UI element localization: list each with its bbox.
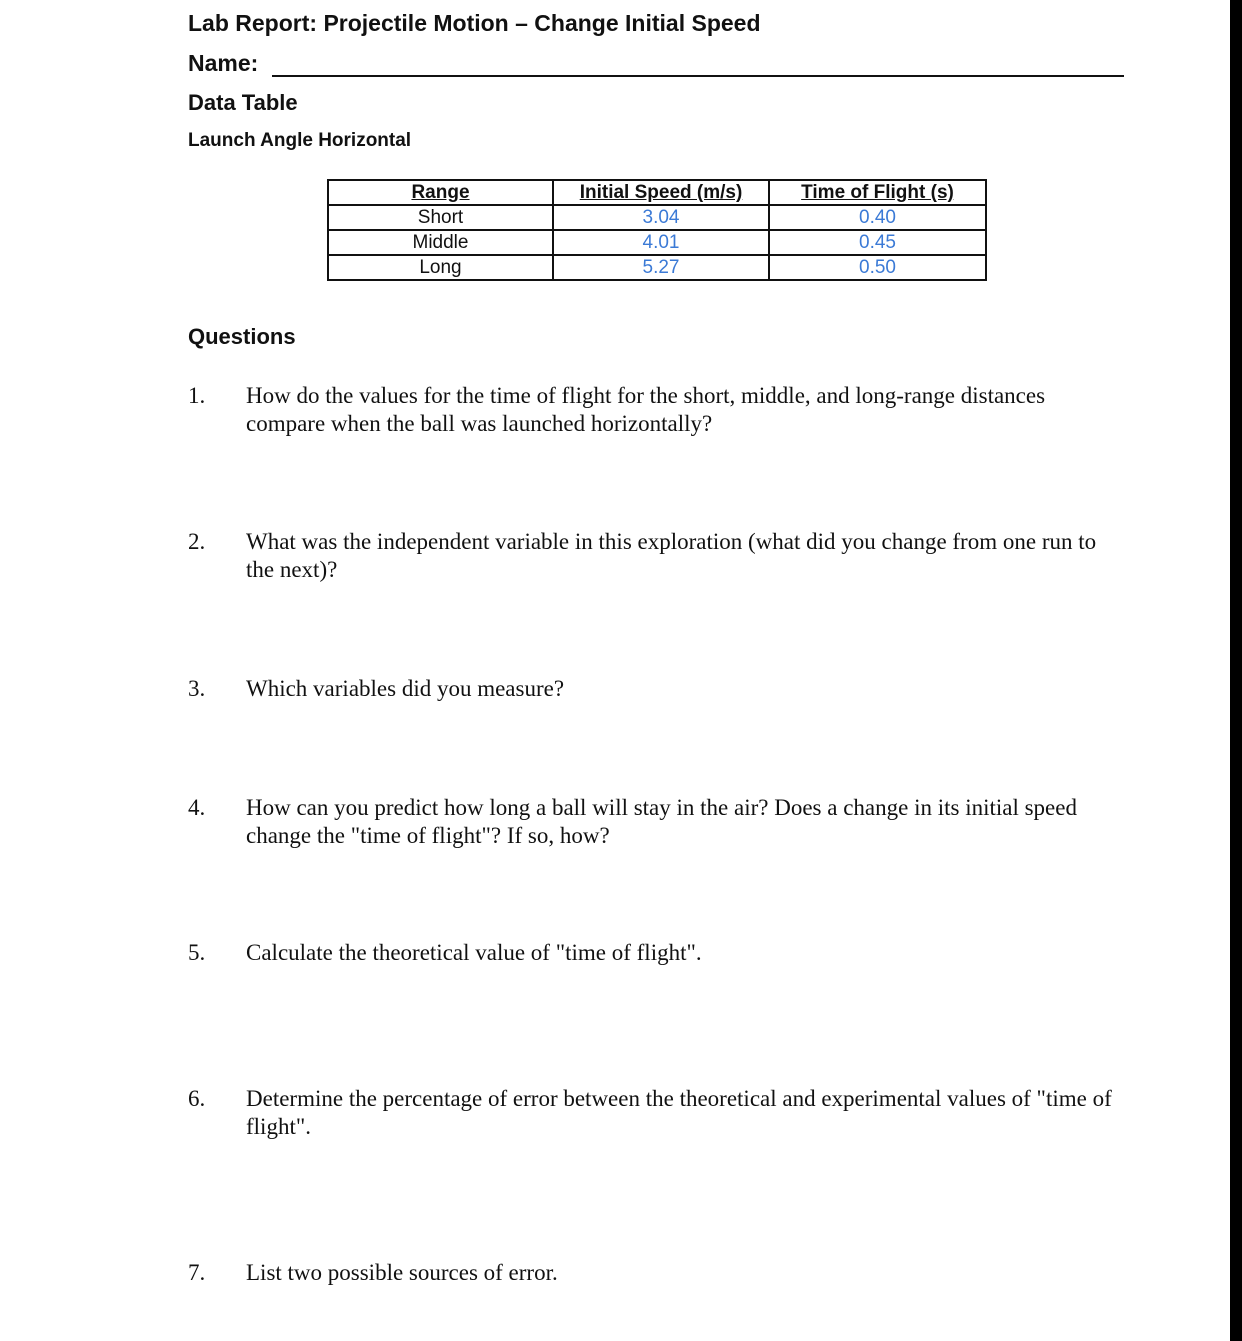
table-row xyxy=(328,230,986,255)
header-time-of-flight: Time of Flight (s) xyxy=(769,180,986,205)
time-of-flight-cell: 0.45 xyxy=(769,230,986,255)
header-range: Range xyxy=(328,180,553,205)
question-number: 1. xyxy=(188,383,206,408)
questions-heading: Questions xyxy=(188,324,296,349)
launch-angle-label: Launch Angle Horizontal xyxy=(188,130,412,151)
table-row xyxy=(328,255,986,280)
question-number: 5. xyxy=(188,940,206,965)
page-title: Lab Report: Projectile Motion – Change Initial Speed xyxy=(188,10,761,36)
question-number: 4. xyxy=(188,795,206,820)
initial-speed-cell: 4.01 xyxy=(553,230,769,255)
question-text: What was the independent variable in this exploration (what did you change from one run to the next)? xyxy=(246,529,1097,582)
question-text: Which variables did you measure? xyxy=(246,676,565,701)
table-header-row xyxy=(328,180,986,205)
time-of-flight-cell: 0.50 xyxy=(769,255,986,280)
table-row xyxy=(328,205,986,230)
question-number: 3. xyxy=(188,676,206,701)
question-text: Calculate the theoretical value of "time of flight". xyxy=(246,940,702,965)
initial-speed-cell: 3.04 xyxy=(553,205,769,230)
viewer-edge xyxy=(1230,0,1242,1341)
question-number: 2. xyxy=(188,529,206,554)
data-table-heading: Data Table xyxy=(188,90,298,115)
question-text: How do the values for the time of flight for the short, middle, and long-range distances compare when the ball was launched horizontally? xyxy=(246,383,1046,436)
question-text: How can you predict how long a ball will stay in the air? Does a change in its initial speed change the "time of flight"? If so, how? xyxy=(246,795,1077,848)
header-initial-speed: Initial Speed (m/s) xyxy=(553,180,769,205)
question-text: Determine the percentage of error between the theoretical and experimental values of "time of flight". xyxy=(246,1086,1112,1139)
question-number: 7. xyxy=(188,1260,206,1285)
initial-speed-cell: 5.27 xyxy=(553,255,769,280)
time-of-flight-cell: 0.40 xyxy=(769,205,986,230)
question-text: List two possible sources of error. xyxy=(246,1260,558,1285)
range-cell: Middle xyxy=(328,230,553,255)
range-cell: Short xyxy=(328,205,553,230)
name-field-line[interactable] xyxy=(272,75,1124,77)
data-table xyxy=(327,179,987,281)
question-number: 6. xyxy=(188,1086,206,1111)
name-label: Name: xyxy=(188,50,259,76)
range-cell: Long xyxy=(328,255,553,280)
